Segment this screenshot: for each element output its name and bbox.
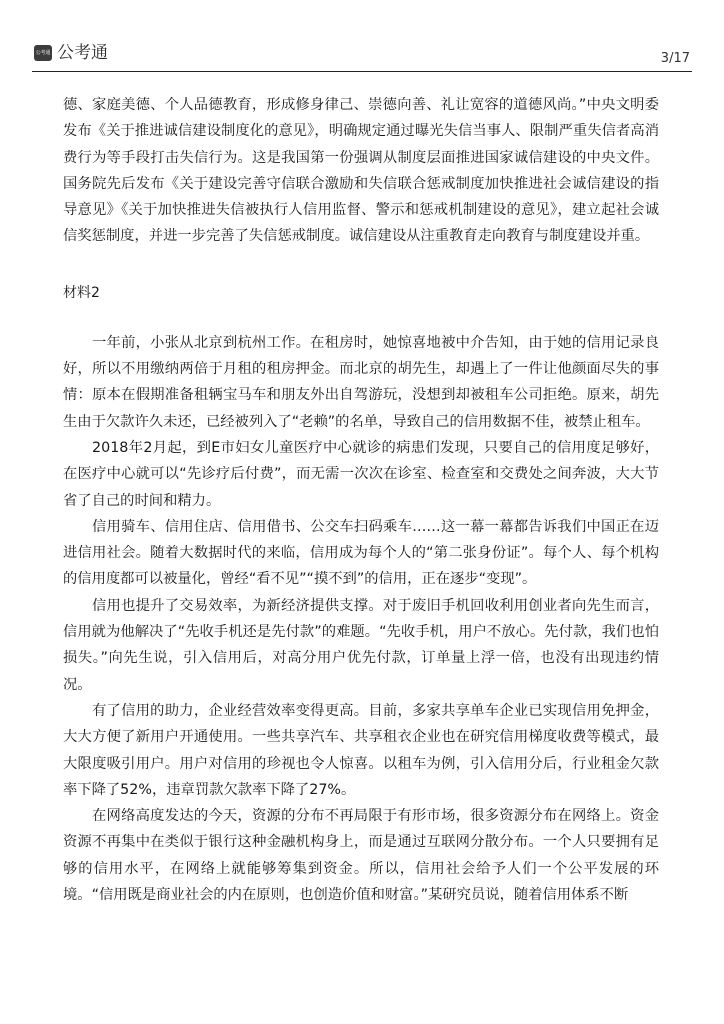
paragraph: 2018年2月起，到E市妇女儿童医疗中心就诊的病患们发现，只要自己的信用度足够好，在医疗中心就可以“先诊疗后付费”，而无需一次次在诊室、检查室和交费处之间奔波，大大节省了自己的时间和精力。 (63, 439, 659, 509)
page-header (0, 0, 724, 75)
document-body (63, 92, 659, 908)
page-number: 3/17 (660, 51, 690, 66)
logo-badge-icon: 公考通 (34, 45, 52, 61)
paragraph: 在网络高度发达的今天，资源的分布不再局限于有形市场，很多资源分布在网络上。资金资源不再集中在类似于银行这种金融机构身上，而是通过互联网分散分布。一个人只要拥有足够的信用水平，在网络上就能够筹集到资金。所以，信用社会给予人们一个公平发展的环境。“信用既是商业社会的内在原则，也创造价值和财富。”某研究员说，随着信用体系不断 (63, 808, 659, 904)
intro-paragraph: 德、家庭美德、个人品德教育，形成修身律己、崇德向善、礼让宽容的道德风尚。”中央文明委发布《关于推进诚信建设制度化的意见》，明确规定通过曝光失信当事人、限制严重失信者高消费行为等手段打击失信行为。这是我国第一份强调从制度层面推进国家诚信建设的中央文件。国务院先后发布《关于建设完善守信联合激励和失信联合惩戒制度加快推进社会诚信建设的指导意见》《关于加快推进失信被执行人信用监督、警示和惩戒机制建设的意见》，建立起社会诚信奖惩制度，并进一步完善了失信惩戒制度。诚信建设从注重教育走向教育与制度建设并重。 (63, 97, 659, 245)
paragraph: 有了信用的助力，企业经营效率变得更高。目前，多家共享单车企业已实现信用免押金，大大方便了新用户开通使用。一些共享汽车、共享租衣企业也在研究信用梯度收费等模式，最大限度吸引用户。用户对信用的珍视也令人惊喜。以租车为例，引入信用分后，行业租金欠款率下降了52%，违章罚款欠款率下降了27%。 (63, 702, 659, 798)
paragraph: 信用也提升了交易效率，为新经济提供支撑。对于废旧手机回收利用创业者向先生而言，信用就为他解决了“先收手机还是先付款”的难题。“先收手机，用户不放心。先付款，我们也怕损失。”向先生说，引入信用后，对高分用户优先付款，订单量上浮一倍，也没有出现违约情况。 (63, 597, 659, 693)
paragraph: 信用骑车、信用住店、信用借书、公交车扫码乘车……这一幕一幕都告诉我们中国正在迈进信用社会。随着大数据时代的来临，信用成为每个人的“第二张身份证”。每个人、每个机构的信用度都可以被量化，曾经“看不见”“摸不到”的信用，正在逐步“变现”。 (63, 518, 659, 588)
section-title: 材料2 (63, 284, 100, 301)
brand-name: 公考通 (57, 43, 108, 63)
header-divider (32, 71, 692, 72)
brand-logo (34, 44, 108, 62)
paragraph: 一年前，小张从北京到杭州工作。在租房时，她惊喜地被中介告知，由于她的信用记录良好，所以不用缴纳两倍于月租的租房押金。而北京的胡先生，却遇上了一件让他颜面尽失的事情：原本在假期准备租辆宝马车和朋友外出自驾游玩，没想到却被租车公司拒绝。原来，胡先生由于欠款许久未还，已经被列入了“老赖”的名单，导致自己的信用数据不佳，被禁止租车。 (63, 334, 659, 430)
